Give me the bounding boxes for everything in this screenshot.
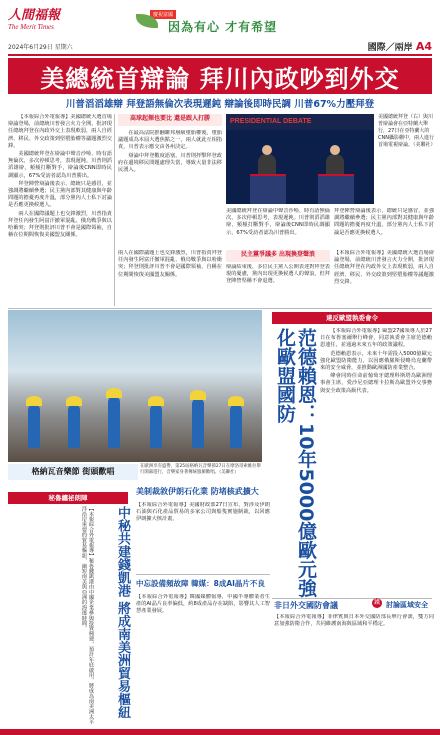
- middle-paragraph: 辯論中拜登數度語塞，川普則抨擊拜登政府在邊境移民問題處理失當，導致大量非法移民湧入。: [118, 152, 222, 174]
- logo-chinese: 人間福報: [8, 8, 61, 23]
- parade-caption-title: 格納瓦音樂節 街頭歡唱: [8, 464, 138, 480]
- lead-paragraph: 拜登陣營辯論後表示，總統只是感冒，並強調將繼續參選；民主黨內部對其健康與年齡問題的擔憂再度升溫，部分黨內人士私下討論是否應更換候選人。: [8, 180, 112, 209]
- newspaper-logo: [8, 4, 64, 34]
- masthead: [0, 0, 440, 56]
- podium-left: [250, 174, 286, 204]
- dancer-figure: [150, 404, 162, 448]
- festival-parade-photo: [8, 310, 262, 462]
- page-bottom-strip: [0, 729, 440, 735]
- lead-paragraph: 【本報綜合外電報導】美國總統大選首場辯論登場，前總統川普發言火力全開，批評現任總統拜登在內政外交上表現軟弱，兩人自經濟、移民、外交政策到堅墮胎權等議題激烈交鋒。: [8, 114, 112, 149]
- dancer-hat: [148, 396, 164, 406]
- eu-story-headline: 范德賴恩：10年5000億歐元強化歐盟國防: [274, 328, 317, 598]
- lead-headline: 美總統首辯論 拜川內政吵到外交: [40, 64, 400, 93]
- top-divider: [8, 54, 432, 56]
- debate-screen-banner: [226, 114, 374, 130]
- eu-paragraph: 峰會同時任命前葡萄牙總理科斯塔為歐洲理事會主席，愛沙尼亞總理卡拉斯為歐盟外交事務與安全政策高級代表。: [320, 373, 432, 394]
- slogan-banner: [150, 10, 320, 36]
- chip-story-headline: 中忘設備頻故障 韓媒：8成AI晶片不良: [136, 579, 265, 588]
- dancer-hat: [190, 390, 206, 400]
- philippines-japan-subhead: 討論區域安全: [386, 601, 428, 609]
- lead-subhead: 川普滔滔雄辯 拜登語無倫次表現遲鈍 辯論後即時民調 川普67%力壓拜登: [65, 99, 375, 110]
- slogan-text: 因為有心 才有希望: [168, 20, 278, 34]
- debate-article-continued: 美國總統拜登在辯論中聲音沙啞、時有語無倫次，多次停頓思考，表現遲鈍。川普則滔滔雄辯，頻頻打斷對手，辯論後CNN即時民調顯示，67%受訪者認為川普勝出。: [226, 208, 330, 236]
- logo-english: The Merit Times: [8, 23, 54, 31]
- chip-story-text: 【本報綜合外電報導】韓國媒體報導，中國半導體業者生產的AI晶片良率偏低，約8成產品存在缺陷，影響其人工智慧產業發展。: [136, 594, 270, 615]
- dancer-hat: [26, 396, 42, 406]
- middle-paragraph: 在最高法院推翻聯邦層級墮胎權後，墮胎議題成為本屆大選焦點之一，兩人就此互相指責，川普表示應交由各州決定。: [118, 130, 222, 151]
- eu-paragraph: 【本報綜合外電報導】歐盟27國領導人於27日在布魯塞爾舉行峰會，同意執委會主席范德賴恩連任，並通過未來五年的政策議程。: [320, 328, 432, 349]
- lead-headline-banner: [8, 58, 432, 94]
- middle-article-continued: 兩人在國際議題上也交鋒激烈，川普指責拜登任內發生阿富汗撤軍混亂、俄烏戰爭與以哈衝突；拜登則批評川普不會是國際領袖，自稱在位期間恢復美國盟友關係。: [118, 250, 222, 278]
- debate-photo-caption: 美國總統拜登（右）與川普辯論會在亞特蘭大舉行，27日在亞特蘭大的CNN攝影棚中，兩人進行首場電視辯論。（美聯社）: [378, 114, 436, 148]
- issue-date: 2024年6月29日 星期六: [8, 44, 73, 51]
- dancer-figure: [108, 396, 120, 448]
- dancer-hat: [66, 396, 82, 406]
- dancer-hat: [106, 388, 122, 398]
- section-divider: [272, 598, 432, 599]
- sub-heading-1: 高球起揮也要比 還是跟人打勝: [118, 114, 222, 126]
- section-label: [368, 40, 432, 53]
- speaker-head-left: [262, 145, 272, 155]
- lead-paragraph: 美國總統拜登在辯論中聲音沙啞、時有語無倫次，多次停頓思考，表現遲鈍。川普則滔滔雄辯，頻頻打斷對手，辯論後CNN即時民調顯示，67%受訪者認為川普勝出。: [8, 151, 112, 179]
- section-divider: [136, 574, 270, 575]
- sub-heading-2: 民主黨爭議多 出現換登聲浪: [226, 250, 330, 262]
- eu-story-text: [320, 328, 432, 598]
- podium-right: [318, 174, 354, 204]
- section-name: 國際／兩岸: [367, 43, 413, 53]
- peru-story-text: 【本報綜合外電報導】秘魯錢凱港由中國企業參與投資興建，預計年底啟用，將成為南美洲太平洋沿岸重要的貿易樞紐，縮短南美與亞洲的海運時間。: [81, 506, 94, 725]
- peru-story-headline: 中秘共建錢凱港 將成南美洲貿易樞紐: [115, 506, 130, 719]
- middle-article-column: [118, 130, 222, 246]
- iran-sanctions-headline: 美制裁敘伊朗石化業 防堵核武擴大: [136, 487, 259, 496]
- page-number: A4: [415, 40, 432, 53]
- logo-badge-icon: 鐵: [373, 599, 380, 606]
- debate-photo: [226, 114, 374, 204]
- philippines-japan-headline: 非日外交國防會議: [274, 601, 338, 610]
- dancer-figure: [230, 404, 242, 448]
- speaker-head-right: [330, 145, 340, 155]
- philippines-japan-text: 【本報綜合外電報導】菲律賓與日本外交國防部長舉行會談，雙方同意加強防衛合作，共同維護南海與區域和平穩定。: [274, 614, 434, 628]
- section-divider: [8, 308, 432, 309]
- eu-story-banner: 達反歐盟執委會令: [272, 312, 432, 324]
- lead-article-column-1: [8, 114, 112, 306]
- debate-article-continued-2: 拜登陣營辯論後表示，總統只是感冒，並強調將繼續參選；民主黨內部對其健康與年齡問題的擔憂再度升溫，部分黨內人士私下討論是否應更換候選人。: [334, 208, 434, 236]
- column-divider: [114, 114, 115, 306]
- dancer-figure: [68, 404, 80, 448]
- dancer-figure: [28, 404, 40, 448]
- slogan-tag: 慶祝富國: [150, 10, 176, 19]
- lead-paragraph: 兩人在國際議題上也交鋒激烈，川普指責拜登任內發生阿富汗撤軍混亂、俄烏戰爭與以哈衝突；拜登則批評川普不會是國際領袖，自稱在位期間恢復美國盟友關係。: [8, 210, 112, 239]
- middle-article-sub2: 辯論結束後，多位民主黨人公開表達對拜登表現的憂慮，黨內出現更換候選人的聲浪，但拜登陣營堅稱不會退選。: [226, 264, 330, 285]
- peru-story-banner: 秘魯纏祕朗陣: [8, 492, 128, 504]
- debate-screen-title: PRESIDENTIAL DEBATE: [230, 118, 312, 125]
- parade-caption-text: 在歐洲享有盛譽，第25屆格納瓦音樂節27日在摩洛哥索維拉舉行開幕遊行，音樂家身著傳統服飾歡唱。（美聯社）: [140, 464, 261, 475]
- iran-sanctions-text: 【本報綜合外電報導】美國財政部27日宣布，對涉及伊朗石油與石化產品貿易的多家公司與船隻實施制裁，以回應伊朗擴大核計畫。: [136, 502, 270, 523]
- dancer-hat: [228, 396, 244, 406]
- dancer-figure: [192, 398, 204, 448]
- middle-article-side: 【本報綜合外電報導】美國總統大選首場辯論登場，前總統川普發言火力全開，批評現任總統拜登在內政外交上表現軟弱，兩人自經濟、移民、外交政策到堅墮胎權等議題激烈交鋒。: [334, 250, 434, 285]
- eu-paragraph: 范德賴恩表示，未來十年需投入5000億歐元強化歐盟防衛能力，以因應俄羅斯侵略烏克蘭帶來的安全威脅，並推動歐洲國防產業整合。: [320, 350, 432, 372]
